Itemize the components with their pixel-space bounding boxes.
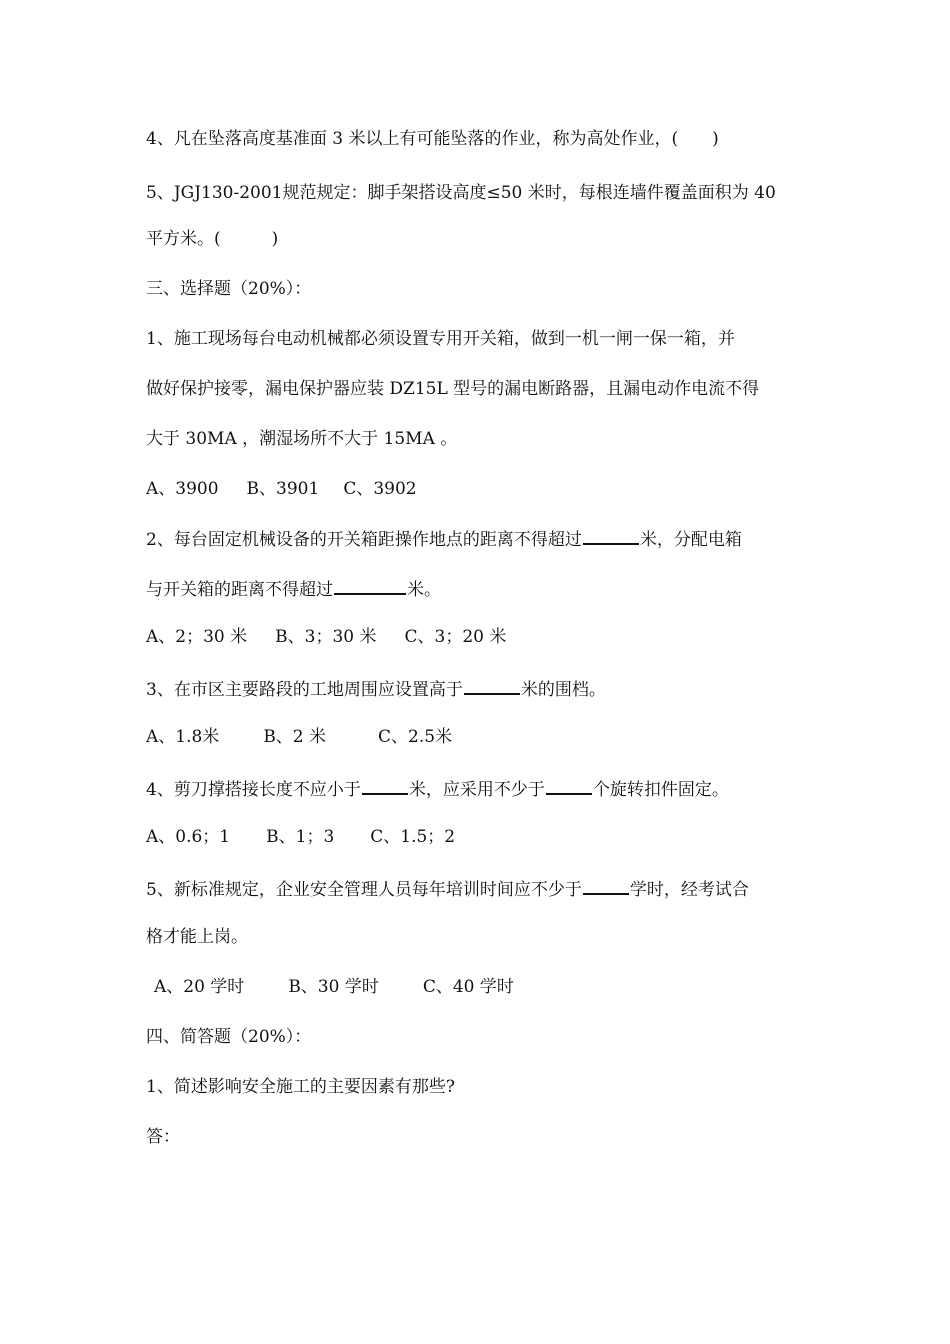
option-c: C、40 学时 bbox=[422, 977, 514, 997]
option-a: A、2；30 米 bbox=[146, 627, 248, 647]
choice-question-1-options bbox=[146, 477, 826, 501]
tf-question-5-line2: 平方米。( ) bbox=[146, 229, 279, 249]
answer-blank bbox=[546, 775, 592, 795]
answer-blank bbox=[583, 525, 639, 545]
choice-question-4: 4、剪刀撑搭接长度不应小于 米，应采用不少于 个旋转扣件固定。 bbox=[146, 775, 826, 802]
option-c: C、3902 bbox=[343, 479, 417, 499]
option-b: B、3901 bbox=[246, 479, 320, 499]
answer-blank bbox=[464, 675, 520, 695]
option-a: A、1.8米 bbox=[146, 727, 220, 747]
section-heading-choice: 三、选择题（20%）： bbox=[146, 279, 312, 299]
option-a: A、20 学时 bbox=[154, 977, 245, 997]
choice-question-1-line1: 1、施工现场每台电动机械都必须设置专用开关箱，做到一机一闸一保一箱，并 bbox=[146, 329, 735, 349]
answer-blank bbox=[583, 875, 629, 895]
answer-label: 答： bbox=[146, 1127, 180, 1147]
option-c: C、2.5米 bbox=[378, 727, 453, 747]
option-a: A、3900 bbox=[146, 479, 219, 499]
choice-question-2-line2: 与开关箱的距离不得超过 米。 bbox=[146, 575, 826, 602]
short-answer-question-1: 1、简述影响安全施工的主要因素有那些? bbox=[146, 1077, 455, 1097]
choice-question-4-options bbox=[146, 825, 826, 849]
choice-question-3-options bbox=[146, 725, 826, 749]
option-c: C、3；20 米 bbox=[404, 627, 507, 647]
choice-question-2-options bbox=[146, 625, 826, 649]
tf-question-5-line1: 5、JGJ130-2001规范规定：脚手架搭设高度≤50 米时，每根连墙件覆盖面积为 40 bbox=[146, 183, 776, 203]
option-b: B、30 学时 bbox=[288, 977, 379, 997]
option-b: B、2 米 bbox=[263, 727, 327, 747]
option-c: C、1.5；2 bbox=[370, 827, 456, 847]
option-a: A、0.6；1 bbox=[146, 827, 231, 847]
choice-question-3: 3、在市区主要路段的工地周围应设置高于 米的围档。 bbox=[146, 675, 826, 702]
choice-question-2-line1: 2、每台固定机械设备的开关箱距操作地点的距离不得超过 米，分配电箱 bbox=[146, 525, 826, 552]
option-b: B、1；3 bbox=[266, 827, 335, 847]
section-heading-short-answer: 四、简答题（20%）： bbox=[146, 1027, 312, 1047]
tf-question-4: 4、凡在坠落高度基准面 3 米以上有可能坠落的作业，称为高处作业，( ) bbox=[146, 129, 719, 149]
choice-question-1-line3: 大于 30MA ，潮湿场所不大于 15MA 。 bbox=[146, 429, 458, 449]
choice-question-5-line1: 5、新标准规定，企业安全管理人员每年培训时间应不少于 学时，经考试合 bbox=[146, 875, 826, 902]
choice-question-1-line2: 做好保护接零，漏电保护器应装 DZ15L 型号的漏电断路器，且漏电动作电流不得 bbox=[146, 379, 760, 399]
answer-blank bbox=[334, 575, 406, 595]
answer-blank bbox=[362, 775, 408, 795]
choice-question-5-line2: 格才能上岗。 bbox=[146, 927, 248, 947]
option-b: B、3；30 米 bbox=[275, 627, 377, 647]
choice-question-5-options bbox=[154, 975, 834, 999]
